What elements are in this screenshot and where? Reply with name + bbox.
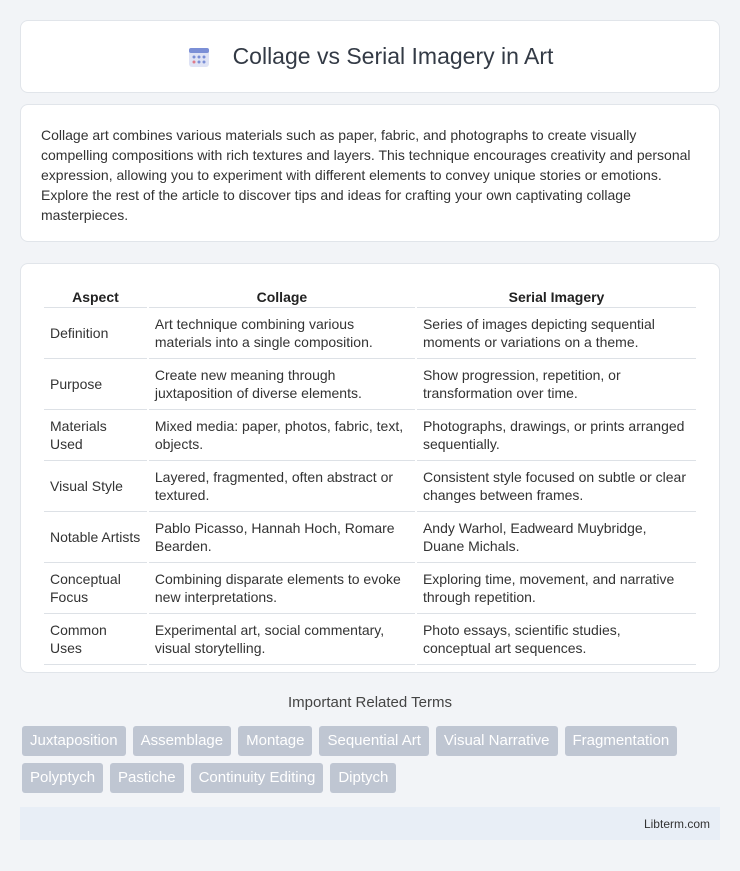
header-aspect: Aspect bbox=[44, 284, 147, 308]
row-collage: Create new meaning through juxtaposition of diverse elements. bbox=[149, 359, 415, 410]
tag-diptych[interactable]: Diptych bbox=[330, 763, 396, 793]
table-row bbox=[44, 512, 696, 563]
header-collage: Collage bbox=[149, 284, 415, 308]
row-serial: Andy Warhol, Eadweard Muybridge, Duane Michals. bbox=[417, 512, 696, 563]
calendar-grid-icon bbox=[187, 45, 211, 69]
comparison-table bbox=[42, 284, 698, 665]
row-serial: Photographs, drawings, or prints arranged sequentially. bbox=[417, 410, 696, 461]
tag-juxtaposition[interactable]: Juxtaposition bbox=[22, 726, 126, 756]
tag-polyptych[interactable]: Polyptych bbox=[22, 763, 103, 793]
row-collage: Experimental art, social commentary, visual storytelling. bbox=[149, 614, 415, 665]
table-row bbox=[44, 359, 696, 410]
comparison-table-card bbox=[20, 263, 720, 673]
table-header-row bbox=[44, 284, 696, 308]
row-aspect: Materials Used bbox=[44, 410, 147, 461]
row-aspect: Definition bbox=[44, 308, 147, 359]
tag-sequential-art[interactable]: Sequential Art bbox=[319, 726, 428, 756]
row-collage: Layered, fragmented, often abstract or textured. bbox=[149, 461, 415, 512]
table-row bbox=[44, 308, 696, 359]
table-row bbox=[44, 410, 696, 461]
header-card bbox=[20, 20, 720, 93]
table-row bbox=[44, 563, 696, 614]
row-collage: Combining disparate elements to evoke new interpretations. bbox=[149, 563, 415, 614]
tag-assemblage[interactable]: Assemblage bbox=[133, 726, 232, 756]
row-aspect: Notable Artists bbox=[44, 512, 147, 563]
intro-text: Collage art combines various materials such as paper, fabric, and photographs to create visually compelling compositions with rich textures and layers. This technique encourages creativity and personal expression, allowing you to experiment with different elements to convey unique stories or emotions. Explore the rest of the article to discover tips and ideas for crafting your own captivating collage masterpieces. bbox=[41, 127, 691, 223]
header-serial-imagery: Serial Imagery bbox=[417, 284, 696, 308]
row-aspect: Visual Style bbox=[44, 461, 147, 512]
related-terms-tags bbox=[22, 726, 722, 793]
row-collage: Art technique combining various materials into a single composition. bbox=[149, 308, 415, 359]
row-aspect: Purpose bbox=[44, 359, 147, 410]
footer-site-link[interactable]: Libterm.com bbox=[643, 816, 710, 831]
table-row bbox=[44, 461, 696, 512]
row-serial: Show progression, repetition, or transformation over time. bbox=[417, 359, 696, 410]
row-collage: Pablo Picasso, Hannah Hoch, Romare Bearden. bbox=[149, 512, 415, 563]
row-serial: Series of images depicting sequential moments or variations on a theme. bbox=[417, 308, 696, 359]
tag-montage[interactable]: Montage bbox=[238, 726, 312, 756]
row-aspect: Common Uses bbox=[44, 614, 147, 665]
row-serial: Photo essays, scientific studies, conceptual art sequences. bbox=[417, 614, 696, 665]
tag-fragmentation[interactable]: Fragmentation bbox=[565, 726, 678, 756]
row-collage: Mixed media: paper, photos, fabric, text, objects. bbox=[149, 410, 415, 461]
intro-card bbox=[20, 104, 720, 242]
row-serial: Exploring time, movement, and narrative through repetition. bbox=[417, 563, 696, 614]
row-serial: Consistent style focused on subtle or clear changes between frames. bbox=[417, 461, 696, 512]
page-title: Collage vs Serial Imagery in Art bbox=[232, 43, 554, 69]
row-aspect: Conceptual Focus bbox=[44, 563, 147, 614]
tag-pastiche[interactable]: Pastiche bbox=[110, 763, 184, 793]
tag-continuity-editing[interactable]: Continuity Editing bbox=[191, 763, 324, 793]
table-row bbox=[44, 614, 696, 665]
tag-visual-narrative[interactable]: Visual Narrative bbox=[436, 726, 558, 756]
related-terms-title: Important Related Terms bbox=[288, 694, 452, 711]
footer bbox=[20, 807, 720, 840]
